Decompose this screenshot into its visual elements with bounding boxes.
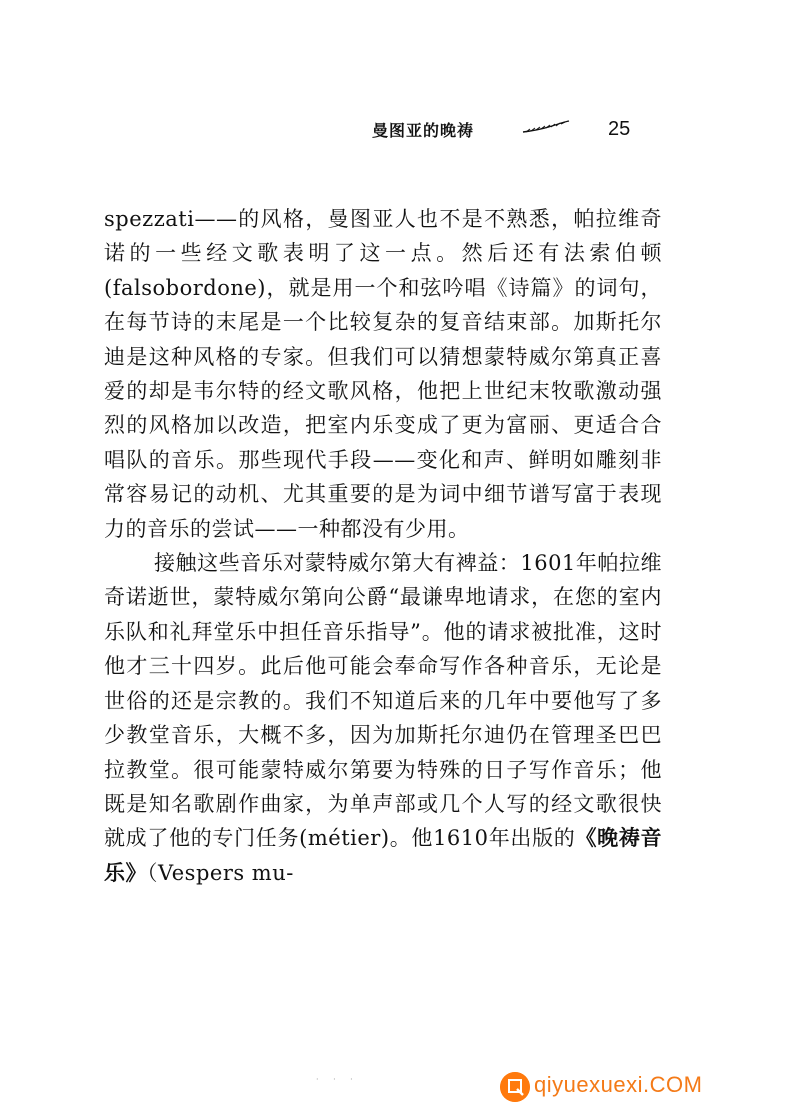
watermark xyxy=(500,1070,785,1106)
running-title: 曼图亚的晚祷 xyxy=(372,121,475,140)
paragraph xyxy=(104,546,662,890)
pen-flourish-icon xyxy=(522,120,570,134)
watermark-text: qiyuexuexi.COM xyxy=(534,1072,703,1097)
book-title: 《晚祷音乐》 xyxy=(104,825,663,885)
paragraph xyxy=(104,202,662,546)
page-number: 25 xyxy=(608,118,631,140)
scan-marks: · · · xyxy=(316,1075,359,1084)
body-text xyxy=(104,202,662,890)
site-logo-icon xyxy=(500,1072,530,1102)
paragraph-text-tail: （Vespers mu- xyxy=(147,860,294,885)
paragraph-text: 接触这些音乐对蒙特威尔第大有裨益：1601年帕拉维奇诺逝世，蒙特威尔第向公爵“最谦卑地请求，在您的室内乐队和礼拜堂乐中担任音乐指导”。他的请求被批准，这时他才三十四岁。此后他可能会奉命写作各种音乐，无论是世俗的还是宗教的。我们不知道后来的几年中要他写了多少教堂音乐，大概不多，因为加斯托尔迪仍在管理圣巴巴拉教堂。很可能蒙特威尔第要为特殊的日子写作音乐；他既是知名歌剧作曲家，为单声部或几个人写的经文歌很快就成了他的专门任务(métier)。他1610年出版的 xyxy=(104,551,662,851)
page-header xyxy=(372,118,642,148)
paragraph-text: spezzati——的风格，曼图亚人也不是不熟悉，帕拉维奇诺的一些经文歌表明了这一点。然后还有法索伯顿(falsobordone)，就是用一个和弦吟唱《诗篇》的词句，在每节诗的末尾是一个比较复杂的复音结束部。加斯托尔迪是这种风格的专家。但我们可以猜想蒙特威尔第真正喜爱的却是韦尔特的经文歌风格，他把上世纪末牧歌激动强烈的风格加以改造，把室内乐变成了更为富丽、更适合合唱队的音乐。那些现代手段——变化和声、鲜明如雕刻非常容易记的动机、尤其重要的是为词中细节谱写富于表现力的音乐的尝试——一种都没有少用。 xyxy=(104,207,662,541)
